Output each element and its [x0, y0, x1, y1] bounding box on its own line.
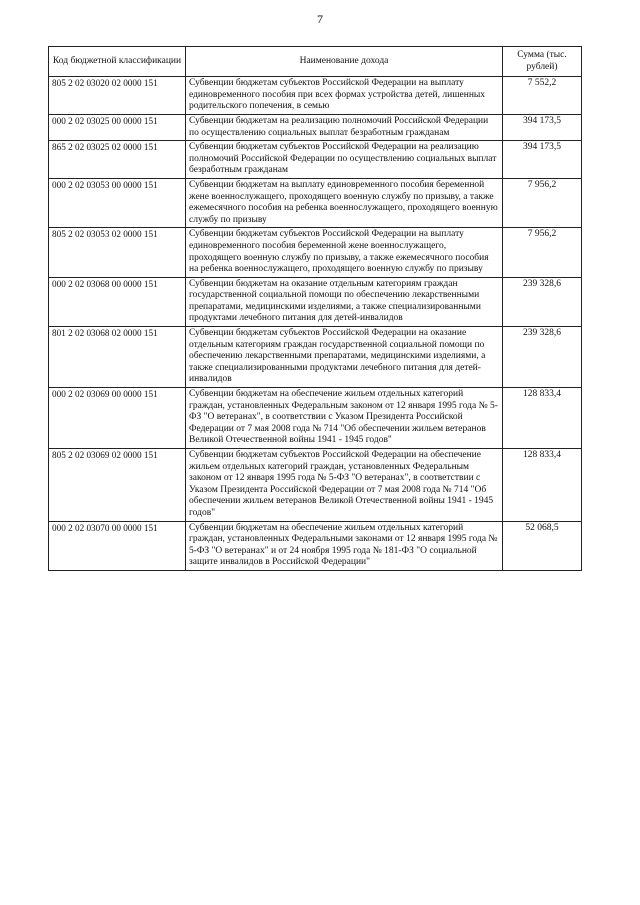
revenue-name: Субвенции бюджетам на обеспечение жильем отдельных категорий граждан, установленных Федеральным законом от 12 января 1995 года № 5-ФЗ "О ветеранах", в соответствии с Указом Президента Российской Федерации от 7 мая 2008 года № 714 "Об обеспечении жильем ветеранов Великой Отечественной войны 1941 - 1945 годов" [186, 388, 503, 449]
revenue-sum: 7 956,2 [503, 228, 582, 277]
revenue-sum: 128 833,4 [503, 449, 582, 522]
table-row [49, 228, 582, 277]
revenue-table [48, 46, 582, 571]
table-row [49, 178, 582, 227]
budget-code: 000 2 02 03070 00 0000 151 [49, 521, 186, 570]
table-row [49, 449, 582, 522]
column-header-sum: Сумма (тыс. рублей) [503, 47, 582, 77]
budget-code: 000 2 02 03025 00 0000 151 [49, 114, 186, 140]
column-header-name: Наименование дохода [186, 47, 503, 77]
budget-code: 865 2 02 03025 02 0000 151 [49, 141, 186, 179]
revenue-name: Субвенции бюджетам субъектов Российской Федерации на оказание отдельным категориям граждан государственной социальной помощи по обеспечению лекарственными препаратами, медицинскими изделиями, а также специализированными продуктами лечебного питания для детей-инвалидов [186, 327, 503, 388]
table-row [49, 277, 582, 326]
budget-code: 000 2 02 03069 00 0000 151 [49, 388, 186, 449]
budget-code: 805 2 02 03069 02 0000 151 [49, 449, 186, 522]
table-row [49, 521, 582, 570]
revenue-sum: 7 552,2 [503, 77, 582, 115]
revenue-name: Субвенции бюджетам на реализацию полномочий Российской Федерации по осуществлению социальных выплат безработным гражданам [186, 114, 503, 140]
revenue-sum: 128 833,4 [503, 388, 582, 449]
revenue-sum: 239 328,6 [503, 277, 582, 326]
budget-code: 000 2 02 03053 00 0000 151 [49, 178, 186, 227]
budget-code: 801 2 02 03068 02 0000 151 [49, 327, 186, 388]
revenue-sum: 394 173,5 [503, 114, 582, 140]
budget-code: 000 2 02 03068 00 0000 151 [49, 277, 186, 326]
table-row [49, 327, 582, 388]
revenue-name: Субвенции бюджетам субъектов Российской Федерации на обеспечение жильем отдельных категорий граждан, установленных Федеральным законом от 12 января 1995 года № 5-ФЗ "О ветеранах", в соответствии с Указом Президента Российской Федерации от 7 мая 2008 года № 714 "Об обеспечении жильем ветеранов Великой Отечественной войны 1941 - 1945 годов" [186, 449, 503, 522]
column-header-code: Код бюджетной классификации [49, 47, 186, 77]
revenue-name: Субвенции бюджетам субъектов Российской Федерации на реализацию полномочий Российской Федерации по осуществлению социальных выплат безработным гражданам [186, 141, 503, 179]
revenue-sum: 52 068,5 [503, 521, 582, 570]
table-row [49, 114, 582, 140]
table-row [49, 141, 582, 179]
budget-code: 805 2 02 03053 02 0000 151 [49, 228, 186, 277]
revenue-name: Субвенции бюджетам на выплату единовременного пособия беременной жене военнослужащего, проходящего военную службу по призыву, а также ежемесячного пособия на ребенка военнослужащего, проходящего военную службу по призыву [186, 178, 503, 227]
revenue-sum: 239 328,6 [503, 327, 582, 388]
table-header-row [49, 47, 582, 77]
revenue-name: Субвенции бюджетам субъектов Российской Федерации на выплату единовременного пособия при всех формах устройства детей, лишенных родительского попечения, в семью [186, 77, 503, 115]
table-row [49, 388, 582, 449]
table-row [49, 77, 582, 115]
revenue-name: Субвенции бюджетам на обеспечение жильем отдельных категорий граждан, установленных Федеральными законами от 12 января 1995 года № 5-ФЗ "О ветеранах" и от 24 ноября 1995 года № 181-ФЗ "О социальной защите инвалидов в Российской Федерации" [186, 521, 503, 570]
budget-code: 805 2 02 03020 02 0000 151 [49, 77, 186, 115]
revenue-name: Субвенции бюджетам субъектов Российской Федерации на выплату единовременного пособия беременной жене военнослужащего, проходящего военную службу по призыву, а также ежемесячного пособия на ребенка военнослужащего, проходящего военную службу по призыву [186, 228, 503, 277]
revenue-name: Субвенции бюджетам на оказание отдельным категориям граждан государственной социальной помощи по обеспечению лекарственными препаратами, медицинскими изделиями, а также специализированными продуктами лечебного питания для детей-инвалидов [186, 277, 503, 326]
page-number: 7 [317, 12, 323, 26]
revenue-sum: 7 956,2 [503, 178, 582, 227]
revenue-sum: 394 173,5 [503, 141, 582, 179]
